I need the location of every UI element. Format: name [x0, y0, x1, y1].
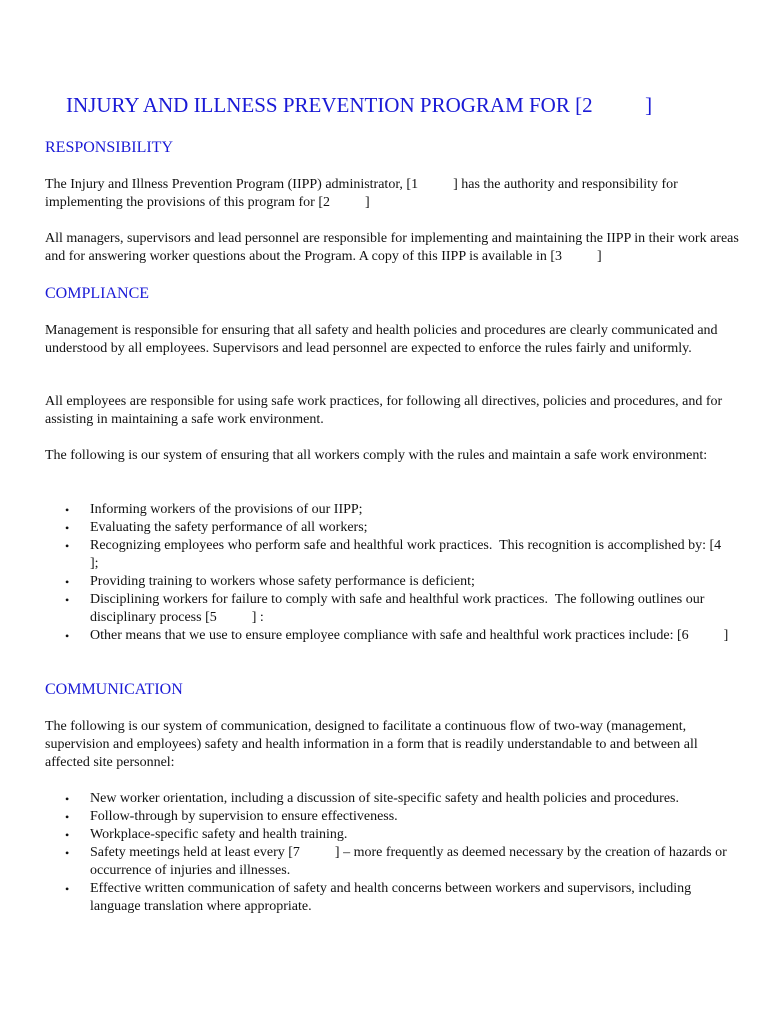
- list-item: • Effective written communication of safety and health concerns between workers and supervisors, including language translation where appropriate.: [65, 881, 695, 914]
- list-item: • New worker orientation, including a discussion of site-specific safety and health policies and procedures.: [65, 791, 679, 806]
- bullet-icon: •: [65, 503, 70, 517]
- section-heading-compliance: COMPLIANCE: [45, 285, 150, 302]
- bullet-icon: •: [65, 828, 70, 842]
- bullet-icon: •: [65, 575, 70, 589]
- section-heading-responsibility: RESPONSIBILITY: [45, 139, 174, 156]
- list-item: • Evaluating the safety performance of all workers;: [65, 520, 368, 535]
- compliance-paragraph-2: All employees are responsible for using safe work practices, for following all directives, policies and procedures, and for assisting in maintaining a safe work environment.: [45, 394, 723, 427]
- list-item: • Workplace-specific safety and health training.: [65, 827, 348, 842]
- bullet-icon: •: [65, 792, 70, 806]
- list-item: • Providing training to workers whose safety performance is deficient;: [65, 574, 475, 589]
- bullet-icon: •: [65, 593, 70, 607]
- bullet-icon: •: [65, 810, 70, 824]
- list-item: • Recognizing employees who perform safe and healthful work practices. This recognition is accomplished by: [4 ];: [65, 538, 757, 571]
- responsibility-paragraph-2: All managers, supervisors and lead personnel are responsible for implementing and maintaining the IIPP in their work areas and for answering worker questions about the Program. A copy of this IIPP is available in [3 ]: [45, 231, 743, 264]
- list-item: • Safety meetings held at least every [7 ] – more frequently as deemed necessary by the creation of hazards or occurrence of injuries and illnesses.: [65, 845, 731, 878]
- bullet-icon: •: [65, 629, 70, 643]
- list-item: • Other means that we use to ensure employee compliance with safe and healthful work practices include: [6 ]: [65, 628, 729, 643]
- compliance-paragraph-3: The following is our system of ensuring that all workers comply with the rules and maintain a safe work environment:: [45, 448, 708, 463]
- communication-paragraph-1: The following is our system of communication, designed to facilitate a continuous flow of two-way (management, supervision and employees) safety and health information in a form that is readily understandable to and between all affected site personnel:: [45, 719, 698, 770]
- section-heading-communication: COMMUNICATION: [45, 681, 183, 698]
- list-item: • Disciplining workers for failure to comply with safe and healthful work practices. The following outlines our disciplinary process [5 ] :: [65, 592, 708, 625]
- bullet-icon: •: [65, 882, 70, 896]
- bullet-icon: •: [65, 539, 70, 553]
- communication-bullet-list: [45, 790, 740, 916]
- list-item: • Informing workers of the provisions of our IIPP;: [65, 502, 363, 517]
- responsibility-paragraph-1: The Injury and Illness Prevention Program (IIPP) administrator, [1 ] has the authority and responsibility for implementing the provisions of this program for [2 ]: [45, 177, 682, 210]
- compliance-paragraph-1: Management is responsible for ensuring that all safety and health policies and procedures are clearly communicated and understood by all employees. Supervisors and lead personnel are expected to enforce the rules fairly and uniformly.: [45, 323, 718, 356]
- compliance-bullet-list: [45, 501, 757, 645]
- bullet-icon: •: [65, 846, 70, 860]
- document-title: INJURY AND ILLNESS PREVENTION PROGRAM FOR [2 ]: [66, 93, 653, 117]
- list-item: • Follow-through by supervision to ensure effectiveness.: [65, 809, 398, 824]
- bullet-icon: •: [65, 521, 70, 535]
